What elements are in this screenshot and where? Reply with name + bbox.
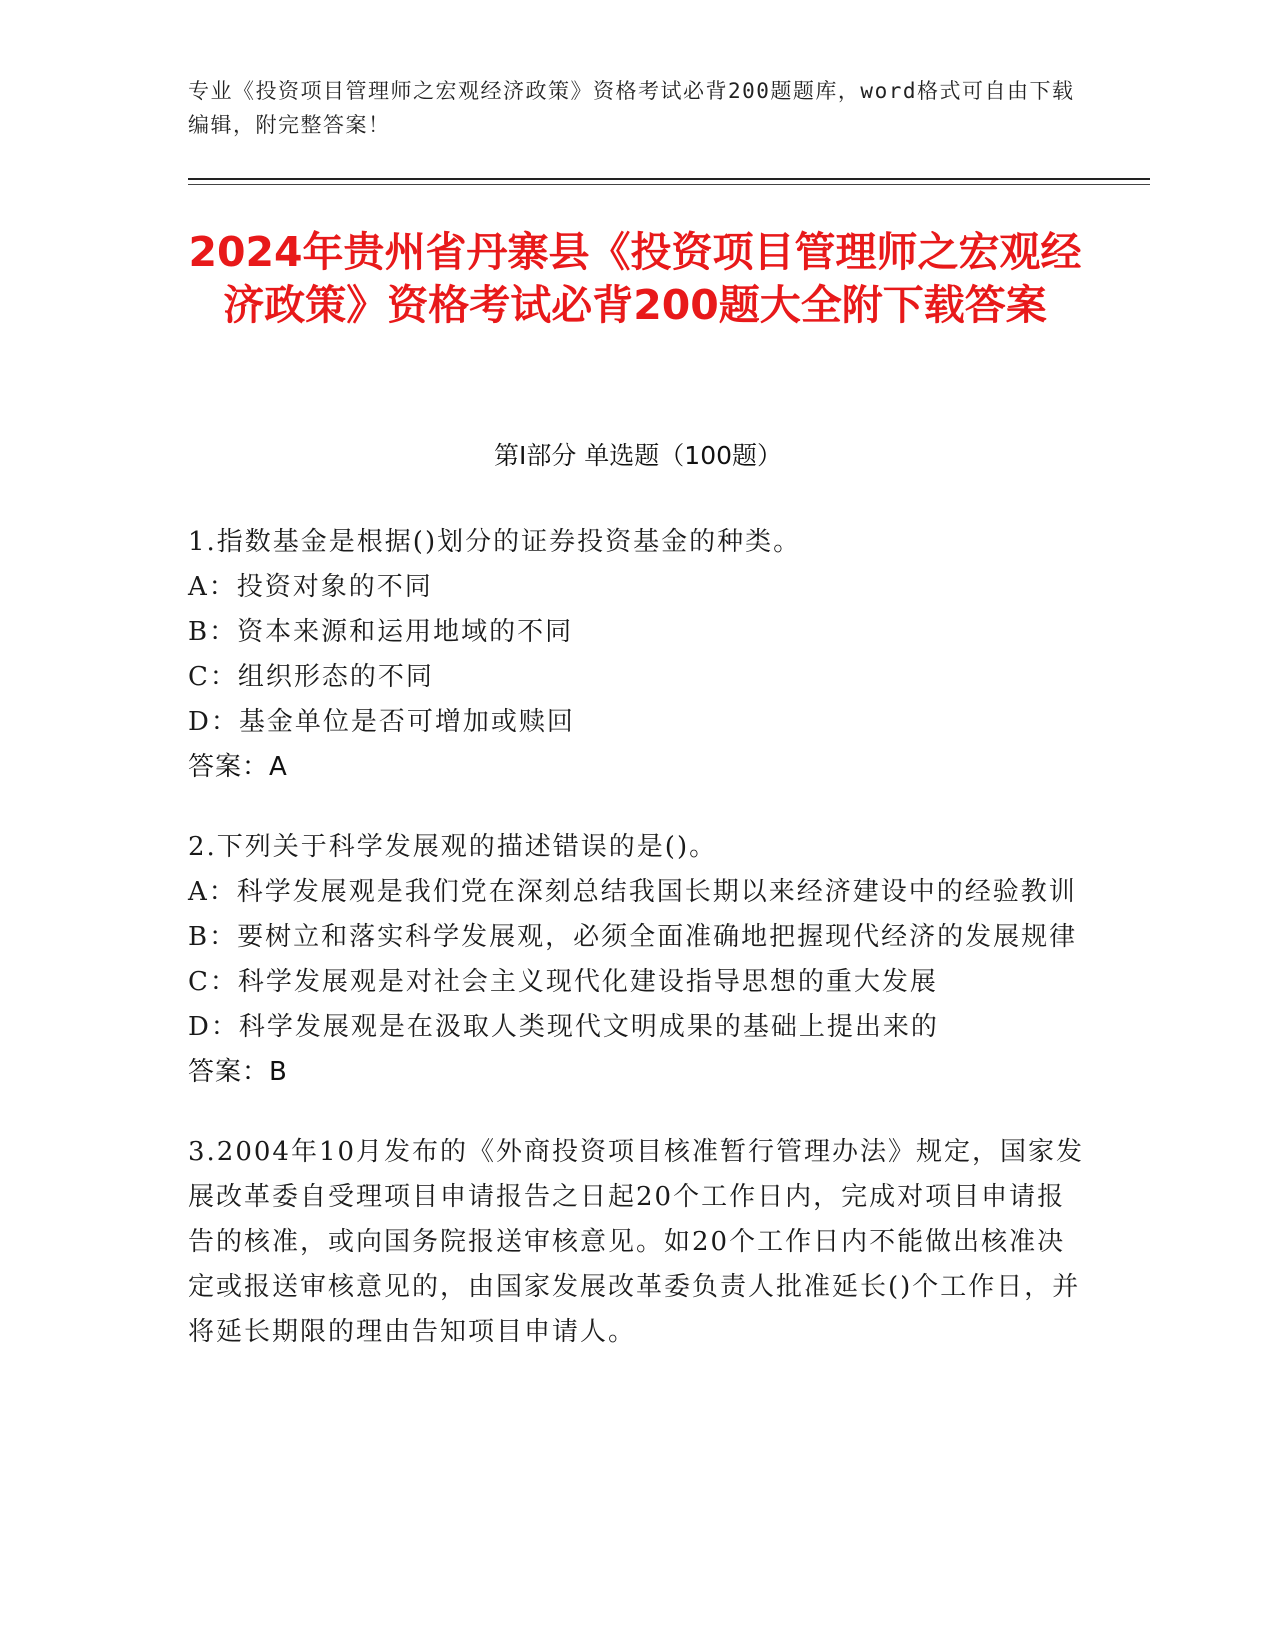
question-stem: 1.指数基金是根据()划分的证券投资基金的种类。 — [188, 527, 802, 557]
header-rule-thin — [188, 184, 1150, 185]
option-b: B：资本来源和运用地域的不同 — [188, 617, 574, 647]
question-list — [188, 520, 1088, 1390]
option-d: D：基金单位是否可增加或赎回 — [188, 707, 575, 737]
option-d: D：科学发展观是在汲取人类现代文明成果的基础上提出来的 — [188, 1012, 939, 1042]
option-a: A：投资对象的不同 — [188, 572, 433, 602]
section-title: 第I部分 单选题（100题） — [493, 441, 783, 470]
option-c: C：科学发展观是对社会主义现代化建设指导思想的重大发展 — [188, 967, 938, 997]
question-stem: 3.2004年10月发布的《外商投资项目核准暂行管理办法》规定，国家发展改革委自受理项目申请报告之日起20个工作日内，完成对项目申请报告的核准，或向国务院报送审核意见。如20个工作日内不能做出核准决定或报送审核意见的，由国家发展改革委负责人批准延长()个工作日，并将延长期限的理由告知项目申请人。 — [188, 1137, 1085, 1347]
option-a: A：科学发展观是我们党在深刻总结我国长期以来经济建设中的经验教训 — [188, 877, 1077, 907]
answer: 答案：A — [188, 752, 288, 782]
question-1 — [188, 520, 1088, 790]
document-title: 2024年贵州省丹寨县《投资项目管理师之宏观经济政策》资格考试必背200题大全附下载答案 — [188, 228, 1082, 329]
header-note: 专业《投资项目管理师之宏观经济政策》资格考试必背200题题库，word格式可自由下载编辑，附完整答案！ — [188, 79, 1075, 137]
header-rule-thick — [188, 178, 1150, 180]
option-c: C：组织形态的不同 — [188, 662, 434, 692]
question-3 — [188, 1130, 1088, 1355]
question-stem: 2.下列关于科学发展观的描述错误的是()。 — [188, 832, 718, 862]
option-b: B：要树立和落实科学发展观，必须全面准确地把握现代经济的发展规律 — [188, 922, 1078, 952]
answer: 答案：B — [188, 1057, 288, 1087]
question-2 — [188, 825, 1088, 1095]
